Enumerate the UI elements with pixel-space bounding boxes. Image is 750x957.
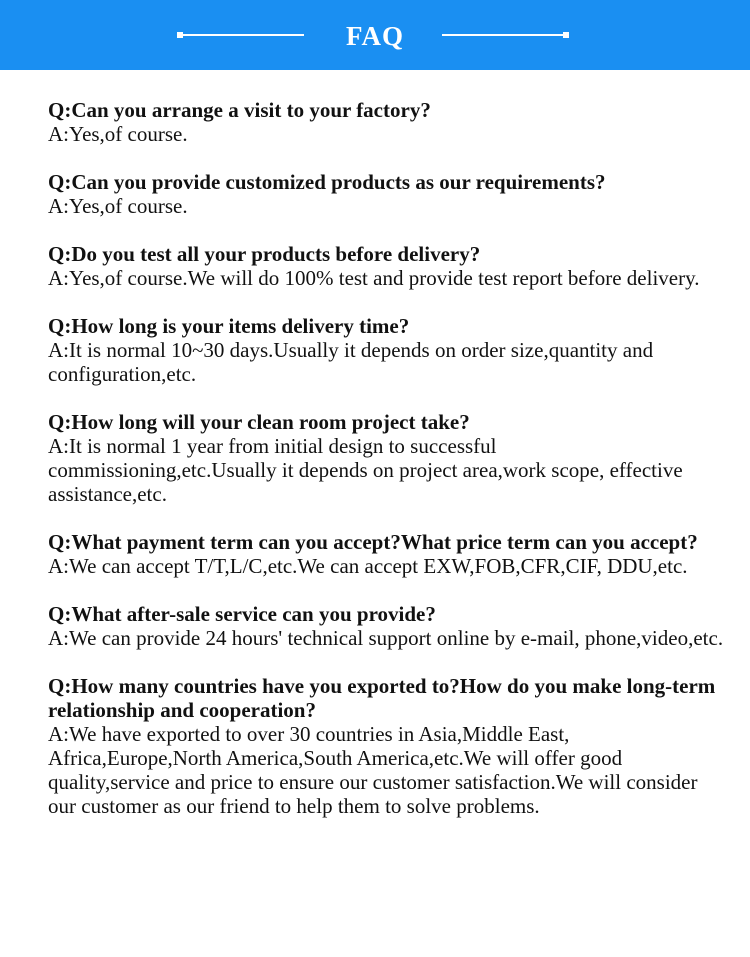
faq-answer: A:It is normal 10~30 days.Usually it depends on order size,quantity and configuration,etc.: [48, 338, 654, 386]
faq-question: Q:What after-sale service can you provide?: [48, 602, 436, 626]
faq-question: Q:How long is your items delivery time?: [48, 314, 410, 338]
page-title: FAQ: [346, 21, 404, 51]
faq-answer: A:We can accept T/T,L/C,etc.We can accept EXW,FOB,CFR,CIF, DDU,etc.: [48, 554, 688, 578]
faq-header-banner: [0, 0, 750, 70]
faq-question: Q:Do you test all your products before delivery?: [48, 242, 481, 266]
faq-item-after-sale-service: [48, 602, 728, 650]
faq-list: [48, 98, 728, 842]
faq-question: Q:How long will your clean room project take?: [48, 410, 470, 434]
faq-answer: A:Yes,of course.: [48, 194, 188, 218]
faq-answer: A:We have exported to over 30 countries in Asia,Middle East, Africa,Europe,North America,South America,etc.We will offer good quality,service and price to ensure our customer satisfaction.We will consider our customer as our friend to help them to solve problems.: [48, 722, 698, 818]
header-divider-right: [442, 34, 568, 36]
faq-question: Q:What payment term can you accept?What price term can you accept?: [48, 530, 698, 554]
faq-answer: A:We can provide 24 hours' technical support online by e-mail, phone,video,etc.: [48, 626, 724, 650]
faq-question: Q:How many countries have you exported to?How do you make long-term relationship and cooperation?: [48, 674, 716, 722]
faq-item-product-testing: [48, 242, 728, 290]
faq-item-delivery-time: [48, 314, 728, 386]
faq-answer: A:Yes,of course.: [48, 122, 188, 146]
faq-question: Q:Can you provide customized products as our requirements?: [48, 170, 606, 194]
faq-item-factory-visit: [48, 98, 728, 146]
faq-item-clean-room-project: [48, 410, 728, 506]
faq-item-customized-products: [48, 170, 728, 218]
faq-answer: A:Yes,of course.We will do 100% test and provide test report before delivery.: [48, 266, 700, 290]
header-divider-right-dot: [563, 32, 569, 38]
faq-answer: A:It is normal 1 year from initial design to successful commissioning,etc.Usually it depends on project area,work scope, effective assistance,etc.: [48, 434, 683, 506]
faq-item-payment-terms: [48, 530, 728, 578]
faq-question: Q:Can you arrange a visit to your factory?: [48, 98, 431, 122]
faq-item-export-countries: [48, 674, 728, 818]
